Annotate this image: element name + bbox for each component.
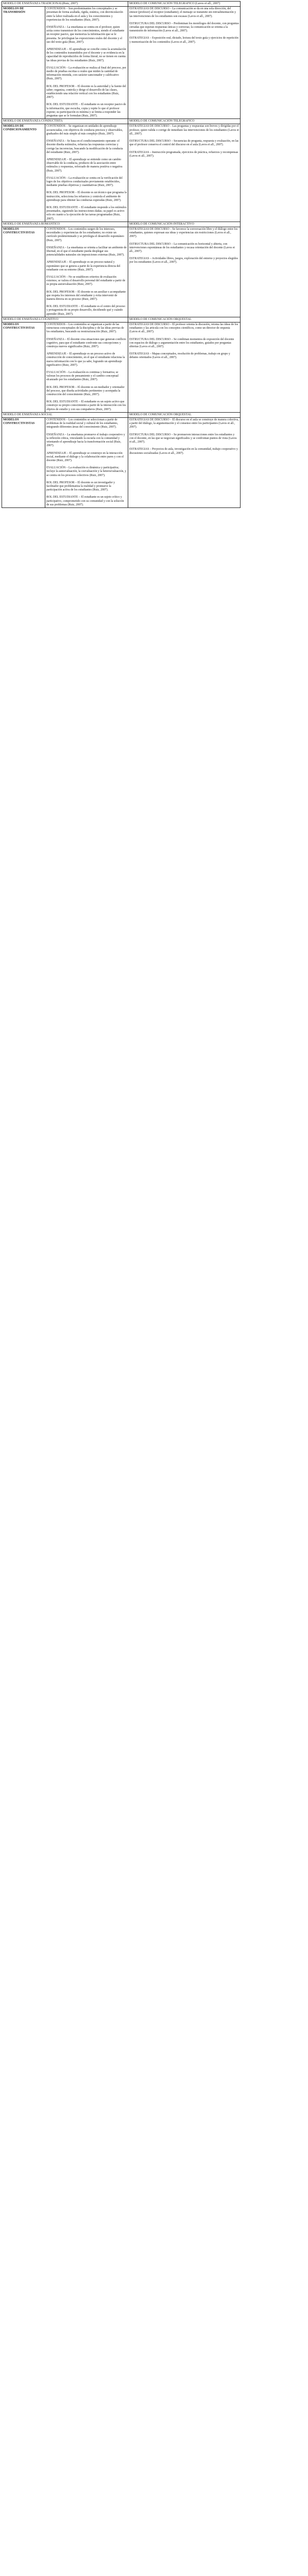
communication-model-title: MODELO DE COMUNICACIÓN ORQUESTAL (128, 317, 241, 322)
communication-model-title: MODELO DE COMUNICACIÓN TELEGRAFICO (128, 119, 241, 124)
teaching-models-table (2, 1, 241, 508)
description-paragraph: EVALUACIÓN – La evaluación se centra en la verificación del logro de los objetivos conductuales previamente establecidos, mediante pruebas objetivas y cuantitativas (Ruiz, 2007). (46, 176, 123, 188)
communication-model-description (128, 7, 241, 119)
description-paragraph: ENSEÑANZA – La enseñanza se centra en el profesor, quien actúa como transmisor de los conocimientos, siendo el estudiante un receptor pasivo, que memoriza la información que se le presenta. Se privilegian las exposiciones orales del docente y el uso del texto guía (Ruiz, 2007). (46, 26, 125, 44)
section-content-row (2, 418, 241, 508)
description-paragraph: ESTRUCTURA DEL DISCURSO – Se promueven interacciones entre los estudiantes y con el docente, en las que se negocian significados y se confrontan puntos de vista (Lavos et all., 2007). (129, 433, 237, 444)
section-header-row (2, 412, 241, 417)
teaching-model-title: MODELO DE ENSEÑANZA ROMÁNTICO (2, 222, 128, 227)
teaching-model-title: MODELO DE ENSEÑANZA TRADICIONAL(Ruiz, 2007) (2, 2, 128, 7)
description-paragraph: ESTRATEGIAS DE DISCURSO – La comunicación se da en una sola dirección, del emisor (profesor) al receptor (estudiante); el mensaje se transmite sin retroalimentación y las intervenciones de los estudiantes son escasas (Lavos et all., 2007). (129, 7, 236, 18)
section-content-row (2, 323, 241, 413)
description-paragraph: CONTENIDOS – Los contenidos se seleccionan a partir de problemas de la realidad social y cultural de los estudiantes, integrando diferentes áreas del conocimiento (Ruiz, 2007). (46, 418, 118, 429)
communication-model-description (128, 323, 241, 413)
teaching-model-description (45, 323, 128, 413)
description-paragraph: ESTRUCTURA DEL DISCURSO – Se combinan momentos de exposición del docente con espacios de diálogo y argumentación entre los estudiantes, guiados por preguntas abiertas (Lavos et all., 2007). (129, 337, 234, 349)
communication-model-title: MODELO DE COMUNICACIÓN ORQUESTAL (128, 412, 241, 417)
description-paragraph: ESTRATEGIAS DE DISCURSO – Se favorece la conversación libre y el diálogo entre los estudiantes, quienes expresan sus ideas y experiencias sin restricciones (Lavos et all., 2007). (129, 227, 238, 239)
communication-model-title: MODELO DE COMUNICACIÓN INTERACTIVO (128, 222, 241, 227)
description-paragraph: EVALUACIÓN – La evaluación es dinámica y participativa; incluye la autoevaluación, la coevaluación y la heteroevaluación, y se centra en los procesos colectivos (Ruiz, 2007). (46, 466, 127, 477)
description-paragraph: ESTRATEGIAS – Actividades libres, juegos, exploración del entorno y proyectos elegidos por los estudiantes (Lavos et all., 2007). (129, 257, 238, 264)
section-header-row (2, 222, 241, 227)
communication-model-description (128, 418, 241, 508)
communication-model-title: MODELO DE COMUNICACIÓN TELEGRAFICO (Lavos et all., 2007) (128, 2, 241, 7)
description-paragraph: ENSEÑANZA – La enseñanza se orienta a facilitar un ambiente de libertad, en el que el estudiante pueda desplegar sus potencialidades naturales sin imposiciones externas (Ruiz, 2007). (46, 246, 127, 257)
description-paragraph: CONTENIDOS – Se organizan en unidades de aprendizaje secuenciadas, con objetivos de conducta precisos y observables, graduados del más simple al más complejo (Ruiz, 2007). (46, 125, 123, 135)
description-paragraph: CONTENIDOS – Los contenidos se organizan a partir de las estructuras conceptuales de la disciplina y de las ideas previas de los estudiantes, buscando su reestructuración (Ruiz, 2007). (46, 323, 124, 334)
model-family-name: MODELOS CONSTRUCTIVISTAS (2, 227, 45, 317)
model-family-name: MODELOS DE CONDICIONAMIENTO (2, 124, 45, 222)
model-family-name: MODELOS CONSTRUCTIVISTAS (2, 418, 45, 508)
description-paragraph: APRENDIZAJE – El aprendizaje se entiende como un cambio observable de la conducta, producto de la asociación entre estímulos y respuestas, reforzado de manera positiva o negativa (Ruiz, 2007). (46, 158, 123, 173)
teaching-model-title: MODELO DE ENSEÑANZA SOCIAL (2, 412, 128, 417)
teaching-model-description (45, 124, 128, 222)
description-paragraph: APRENDIZAJE – El aprendizaje se construye en la interacción social, mediante el diálogo y la colaboración entre pares y con el docente (Ruiz, 2007). (46, 451, 124, 462)
teaching-model-title: MODELO DE ENSEÑANZA COGNITIVO (2, 317, 128, 322)
section-content-row (2, 7, 241, 119)
model-family-name: MODELOS DE TRANSMISIÓN (2, 7, 45, 119)
description-paragraph: ESTRUCTURA DEL DISCURSO – Secuencias de pregunta, respuesta y evaluación, en las que el profesor conserva el control del discurso en el aula (Lavos et all., 2007). (129, 140, 239, 147)
communication-model-description (128, 227, 241, 317)
description-paragraph: ENSEÑANZA – La enseñanza promueve el trabajo cooperativo y la reflexión crítica, vinculando la escuela con la comunidad y orientando el aprendizaje hacia la transformación social (Ruiz, 2007). (46, 433, 125, 448)
description-paragraph: ENSEÑANZA – Se basa en el condicionamiento operante: el docente diseña estímulos, refuerza las respuestas correctas y corrige las incorrectas, buscando la modificación de la conducta del estudiante (Ruiz, 2007). (46, 140, 123, 154)
description-paragraph: ESTRATEGIAS – Mapas conceptuales, resolución de problemas, trabajo en grupo y debates orientados (Lavos et all., 2007). (129, 352, 230, 360)
communication-model-description (128, 124, 241, 222)
description-paragraph: ESTRATEGIAS DE DISCURSO – Las preguntas y respuestas son breves y dirigidas por el profesor, quien valida o corrige de inmediato las intervenciones de los estudiantes (Lavos et all., 2007). (129, 125, 239, 135)
table-body (2, 2, 241, 508)
description-paragraph: ROL DEL ESTUDIANTE – El estudiante es un sujeto activo que construye su propio conocimiento a partir de la interacción con los objetos de estudio y con sus compañeros (Ruiz, 2007). (46, 400, 126, 411)
description-paragraph: ROL DEL ESTUDIANTE – El estudiante es un receptor pasivo de la información, que escucha, copia y repite lo que el profesor expone; su participación es mínima y se limita a responder las preguntas que se le formulan (Ruiz, 2007). (46, 103, 126, 118)
section-content-row (2, 227, 241, 317)
description-paragraph: CONTENIDOS – Son predominantes los conceptuales y se presentan de forma acabada, rígida, estática, con desvinculación entre la labor realizada en el aula y los conocimientos y experiencias de los estudiantes (Ruiz, 2007). (46, 7, 123, 22)
description-paragraph: ROL DEL ESTUDIANTE – El estudiante responde a los estímulos presentados, siguiendo las instrucciones dadas; su papel es activo solo en cuanto a la ejecución de las tareas programadas (Ruiz, 2007). (46, 206, 127, 221)
section-content-row (2, 124, 241, 222)
description-paragraph: EVALUACIÓN – La evaluación es continua y formativa; se valoran los procesos de pensamiento y el cambio conceptual alcanzado por los estudiantes (Ruiz, 2007). (46, 371, 119, 382)
description-paragraph: ESTRUCTURA DEL DISCURSO – Predominan los monólogos del docente, con preguntas cerradas que esperan respuestas únicas y correctas; la comunicación se orienta a la transmisión de información (Lavos et all., 2007). (129, 22, 239, 33)
section-header-row (2, 119, 241, 124)
description-paragraph: ROL DEL ESTUDIANTE – El estudiante es un sujeto crítico y participativo, comprometido con su comunidad y con la solución de sus problemas (Ruiz, 2007). (46, 496, 124, 506)
description-paragraph: APRENDIZAJE – El aprendizaje es un proceso natural y espontáneo que se genera a partir de la experiencia directa del estudiante con su entorno (Ruiz, 2007). (46, 261, 121, 272)
description-paragraph: ESTRATEGIAS – Exposición oral, dictado, lectura del texto guía y ejercicios de repetición y memorización de los contenidos (Lavos et all., 2007). (129, 37, 238, 44)
teaching-model-description (45, 227, 128, 317)
model-family-name: MODELOS CONSTRUCTIVISTAS (2, 323, 45, 413)
teaching-model-description (45, 418, 128, 508)
description-paragraph: APRENDIZAJE – El aprendizaje es un proceso activo de construcción de conocimiento, en el que el estudiante relaciona la nueva información con lo que ya sabe, logrando un aprendizaje significativo (Ruiz, 2007). (46, 352, 125, 367)
description-paragraph: ROL DEL ESTUDIANTE – El estudiante es el centro del proceso y protagonista de su propio desarrollo, decidiendo qué y cuándo aprender (Ruiz, 2007). (46, 305, 126, 316)
description-paragraph: CONTENIDOS – Los contenidos surgen de los intereses, necesidades y experiencias de los estudiantes; no existe un currículo predeterminado y se privilegia el desarrollo espontáneo (Ruiz, 2007). (46, 227, 124, 242)
section-header-row (2, 2, 241, 7)
description-paragraph: ROL DEL PROFESOR – El docente es un técnico que programa la instrucción, selecciona los refuerzos y controla el ambiente de aprendizaje para obtener las conductas esperadas (Ruiz, 2007). (46, 191, 127, 202)
description-paragraph: EVALUACIÓN – La evaluación se realiza al final del proceso, por medio de pruebas escritas u orales que miden la cantidad de información retenida, con carácter sancionador y calificativo (Ruiz, 2007). (46, 66, 127, 81)
description-paragraph: ROL DEL PROFESOR – El docente es un auxiliar o acompañante que respeta los intereses del estudiante y evita intervenir de manera directa en su proceso (Ruiz, 2007). (46, 290, 126, 301)
description-paragraph: ROL DEL PROFESOR – El docente es la autoridad y la fuente del saber; organiza, controla y dirige el desarrollo de las clases, estableciendo una relación vertical con los estudiantes (Ruiz, 2007). (46, 84, 126, 99)
description-paragraph: ESTRATEGIAS DE DISCURSO – El discurso en el aula se construye de manera colectiva, a partir del diálogo, la argumentación y el consenso entre los participantes (Lavos et all., 2007). (129, 418, 239, 429)
description-paragraph: ENSEÑANZA – El docente crea situaciones que generan conflicto cognitivo, para que el estudiante confronte sus concepciones y construya nuevos significados (Ruiz, 2007). (46, 337, 126, 349)
description-paragraph: ROL DEL PROFESOR – El docente es un investigador y facilitador que problematiza la realidad y promueve la participación activa de los estudiantes (Ruiz, 2007). (46, 481, 115, 492)
description-paragraph: ROL DEL PROFESOR – El docente es un mediador y orientador del proceso, que diseña actividades pertinentes y acompaña la construcción del conocimiento (Ruiz, 2007). (46, 385, 125, 397)
description-paragraph: ESTRATEGIAS DE DISCURSO – El profesor orienta la discusión, retoma las ideas de los estudiantes y las articula con los conceptos científicos, como un director de orquesta (Lavos et all., 2007). (129, 323, 238, 334)
teaching-model-description (45, 7, 128, 119)
teaching-model-title: MODELO DE ENSEÑANZA CONDUCTISTA (2, 119, 128, 124)
description-paragraph: ESTRUCTURA DEL DISCURSO – La comunicación es horizontal y abierta, con intervenciones espontáneas de los estudiantes y escasa orientación del docente (Lavos et all., 2007). (129, 242, 235, 253)
section-header-row (2, 317, 241, 322)
description-paragraph: EVALUACIÓN – No se establecen criterios de evaluación externos; se valora el desarrollo personal del estudiante a partir de su propia autoevaluación (Ruiz, 2007). (46, 275, 126, 286)
description-paragraph: ESTRATEGIAS – Instrucción programada, ejercicios de práctica, refuerzos y recompensas (Lavos et all., 2007). (129, 150, 238, 158)
description-paragraph: APRENDIZAJE – El aprendizaje se concibe como la acumulación de los contenidos transmitidos por el docente y se evidencia en la capacidad de reproducirlos de forma literal; no se tienen en cuenta las ideas previas de los estudiantes (Ruiz, 2007). (46, 48, 126, 62)
description-paragraph: ESTRATEGIAS – Proyectos de aula, investigación en la comunidad, trabajo cooperativo y discusiones socializadas (Lavos et all., 2007). (129, 448, 238, 455)
